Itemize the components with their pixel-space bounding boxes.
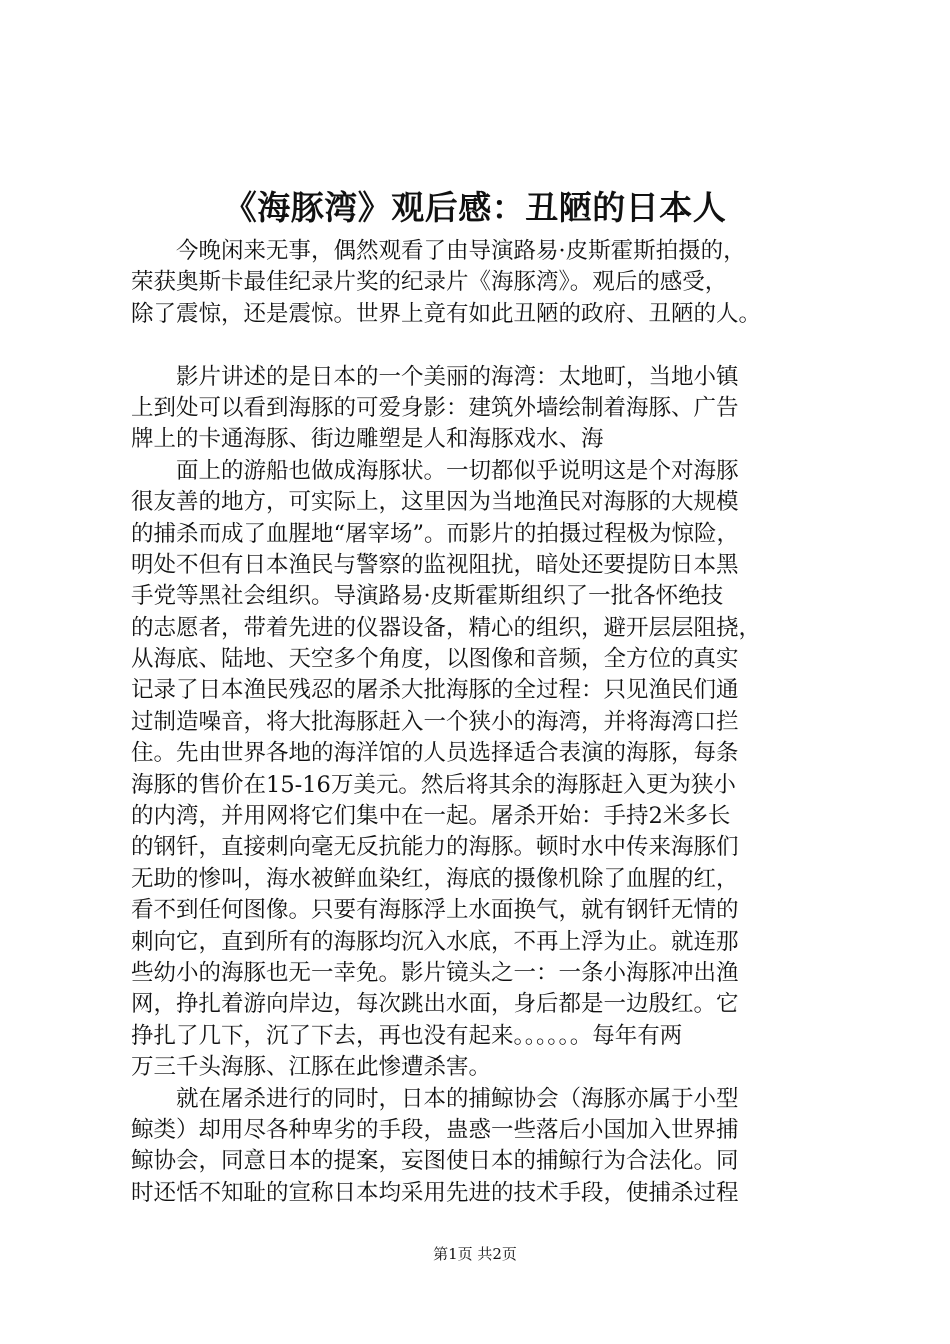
body-line: 的捕杀而成了血腥地“屠宰场”。而影片的拍摄过程极为惊险， [131,520,740,547]
body-line: 记录了日本渔民残忍的屠杀大批海豚的全过程：只见渔民们通 [131,677,739,704]
body-line: 鲸协会，同意日本的提案，妄图使日本的捕鲸行为合法化。同 [131,1148,739,1175]
body-line: 很友善的地方，可实际上，这里因为当地渔民对海豚的大规模 [131,489,739,516]
body-line: 除了震惊，还是震惊。世界上竟有如此丑陋的政府、丑陋的人。 [131,300,762,327]
body-line: 明处不但有日本渔民与警察的监视阻扰，暗处还要提防日本黑 [131,551,739,578]
body-line: 就在屠杀进行的同时，日本的捕鲸协会（海豚亦属于小型 [131,1085,739,1112]
body-line: 今晚闲来无事，偶然观看了由导演路易·皮斯霍斯拍摄的， [131,238,746,264]
body-line: 海豚的售价在15-16万美元。然后将其余的海豚赶入更为狭小 [131,771,736,798]
body-line: 挣扎了几下，沉了下去，再也没有起来。。。。。。每年有两 [131,1022,683,1049]
body-line: 面上的游船也做成海豚状。一切都似乎说明这是个对海豚 [131,457,739,484]
page-footer: 第1页 共2页 [433,1245,517,1263]
document-title: 《海豚湾》观后感：丑陋的日本人 [223,188,727,227]
body-line: 上到处可以看到海豚的可爱身影：建筑外墙绘制着海豚、广告 [131,394,739,421]
body-line: 住。先由世界各地的海洋馆的人员选择适合表演的海豚，每条 [131,740,739,767]
body-line: 的钢钎，直接刺向毫无反抗能力的海豚。顿时水中传来海豚们 [131,834,739,861]
body-line: 些幼小的海豚也无一幸免。影片镜头之一：一条小海豚冲出渔 [131,959,739,986]
body-line: 的内湾，并用网将它们集中在一起。屠杀开始：手持2米多长 [131,803,731,830]
body-line: 荣获奥斯卡最佳纪录片奖的纪录片《海豚湾》。观后的感受， [131,269,728,296]
body-line: 网，挣扎着游向岸边，每次跳出水面，身后都是一边殷红。它 [131,991,739,1018]
body-line: 鲸类）却用尽各种卑劣的手段，蛊惑一些落后小国加入世界捕 [131,1116,739,1143]
paragraph-gap [131,330,831,361]
document-body [131,236,831,1209]
body-line: 无助的惨叫，海水被鲜血染红，海底的摄像机除了血腥的红， [131,865,739,892]
body-line: 的志愿者，带着先进的仪器设备，精心的组织，避开层层阻挠， [131,614,762,641]
body-line: 手党等黑社会组织。导演路易·皮斯霍斯组织了一批各怀绝技 [131,583,724,610]
body-line: 看不到任何图像。只要有海豚浮上水面换气，就有钢钎无情的 [131,897,739,924]
body-line: 刺向它，直到所有的海豚均沉入水底，不再上浮为止。就连那 [131,928,739,955]
body-line: 过制造噪音，将大批海豚赶入一个狭小的海湾，并将海湾口拦 [131,708,739,735]
body-line: 影片讲述的是日本的一个美丽的海湾：太地町，当地小镇 [131,363,739,390]
body-line: 牌上的卡通海豚、街边雕塑是人和海豚戏水、海 [131,426,604,453]
body-line: 时还恬不知耻的宣称日本均采用先进的技术手段，使捕杀过程 [131,1179,739,1206]
body-line: 从海底、陆地、天空多个角度，以图像和音频，全方位的真实 [131,646,739,673]
body-line: 万三千头海豚、江豚在此惨遭杀害。 [131,1054,492,1081]
